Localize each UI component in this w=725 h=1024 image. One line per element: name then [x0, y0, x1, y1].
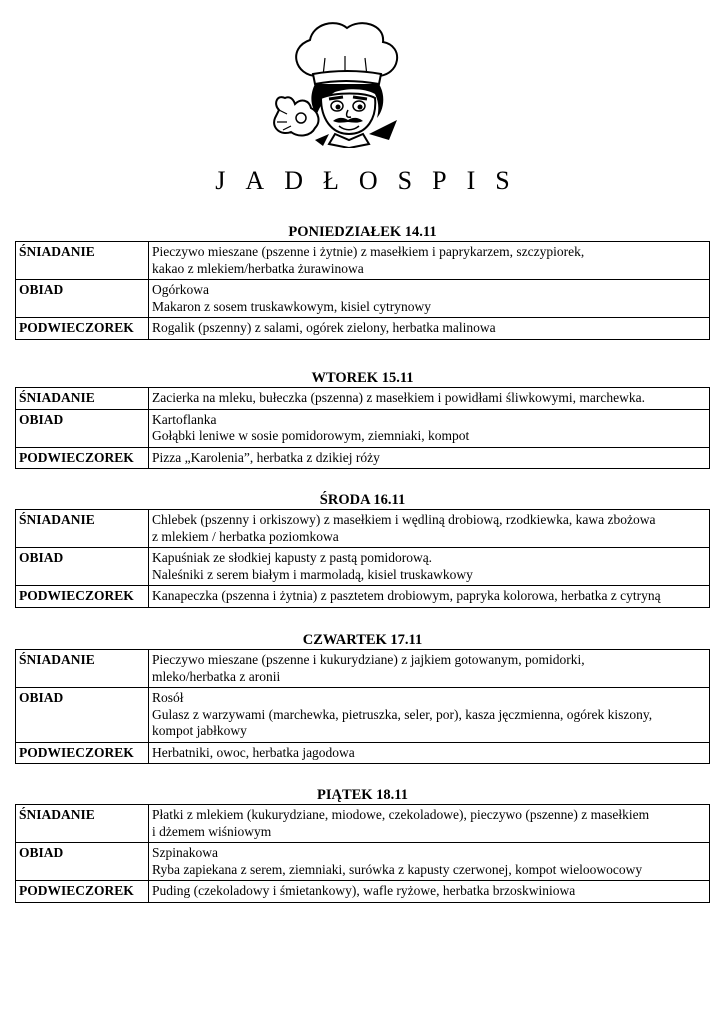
- meal-description-line: Pieczywo mieszane (pszenne i kukurydziane) z jajkiem gotowanym, pomidorki,: [152, 652, 585, 667]
- title-letter: A: [245, 166, 265, 195]
- meal-description: [149, 388, 710, 410]
- meal-description-line: Puding (czekoladowy i śmietankowy), wafle ryżowe, herbatka brzoskwiniowa: [152, 883, 576, 898]
- table-row: [16, 510, 710, 548]
- meal-name: ŚNIADANIE: [16, 388, 149, 410]
- table-row: [16, 881, 710, 903]
- table-row: [16, 280, 710, 318]
- meal-description-line: Szpinakowa: [152, 845, 218, 860]
- table-row: [16, 742, 710, 764]
- meal-description: [149, 409, 710, 447]
- meal-description-line: Ryba zapiekana z serem, ziemniaki, surówka z kapusty czerwonej, kompot wieloowocowy: [152, 861, 643, 877]
- meal-name: OBIAD: [16, 688, 149, 743]
- table-row: [16, 409, 710, 447]
- meal-description: [149, 548, 710, 586]
- table-row: [16, 843, 710, 881]
- title-letter: I: [466, 166, 476, 195]
- meal-name: OBIAD: [16, 843, 149, 881]
- meal-description-line: kakao z mlekiem/herbatka żurawinowa: [152, 260, 364, 276]
- meal-description: [149, 688, 710, 743]
- meal-description: [149, 843, 710, 881]
- meal-description-line: Zacierka na mleku, bułeczka (pszenna) z masełkiem i powidłami śliwkowymi, marchewka.: [152, 390, 645, 405]
- day-section: [15, 224, 710, 340]
- meal-description-line: Rogalik (pszenny) z salami, ogórek zielony, herbatka malinowa: [152, 320, 496, 335]
- table-row: [16, 650, 710, 688]
- meal-description: [149, 742, 710, 764]
- meal-description: [149, 881, 710, 903]
- meal-description: [149, 586, 710, 608]
- meal-table: [15, 649, 710, 764]
- meal-description: [149, 805, 710, 843]
- meal-table: [15, 509, 710, 608]
- meal-description-line: Kartoflanka: [152, 411, 217, 427]
- meal-description: [149, 650, 710, 688]
- meal-description: [149, 447, 710, 469]
- table-row: [16, 586, 710, 608]
- meal-description-line: Ogórkowa: [152, 282, 209, 297]
- meal-name: PODWIECZOREK: [16, 318, 149, 340]
- table-row: [16, 805, 710, 843]
- meal-description-line: Makaron z sosem truskawkowym, kisiel cytrynowy: [152, 298, 431, 314]
- meal-name: ŚNIADANIE: [16, 650, 149, 688]
- table-row: [16, 242, 710, 280]
- day-section: [15, 632, 710, 764]
- meal-description-line: Naleśniki z serem białym i marmoladą, kisiel truskawkowy: [152, 566, 473, 582]
- meal-description-line: Gołąbki leniwe w sosie pomidorowym, ziemniaki, kompot: [152, 428, 470, 443]
- title-letter: D: [284, 166, 303, 195]
- title-letter: P: [432, 166, 447, 195]
- table-row: [16, 688, 710, 743]
- title-letter: S: [397, 166, 413, 195]
- meal-name: OBIAD: [16, 280, 149, 318]
- title-letter: O: [358, 166, 378, 195]
- day-heading: PONIEDZIAŁEK 14.11: [288, 224, 437, 240]
- meal-description-line: Herbatniki, owoc, herbatka jagodowa: [152, 744, 355, 760]
- meal-description: [149, 318, 710, 340]
- meal-name: PODWIECZOREK: [16, 881, 149, 903]
- table-row: [16, 318, 710, 340]
- day-heading: PIĄTEK 18.11: [316, 787, 409, 803]
- meal-description-line: Gulasz z warzywami (marchewka, pietruszka, seler, por), kasza jęczmienna, ogórek kiszony,: [152, 706, 653, 722]
- meal-name: PODWIECZOREK: [16, 586, 149, 608]
- table-row: [16, 548, 710, 586]
- title-letter: J: [215, 166, 226, 195]
- chef-logo-image: [265, 18, 425, 148]
- meal-description-line: Pizza „Karolenia”, herbatka z dzikiej róży: [152, 449, 380, 465]
- day-heading: WTOREK 15.11: [311, 370, 414, 386]
- meal-name: PODWIECZOREK: [16, 447, 149, 469]
- meal-description-line: Płatki z mlekiem (kukurydziane, miodowe, czekoladowe), pieczywo (pszenne) z masełkiem: [152, 807, 650, 822]
- meal-description-line: Kanapeczka (pszenna i żytnia) z pasztetem drobiowym, papryka kolorowa, herbatka z cytryną: [152, 588, 661, 603]
- meal-name: ŚNIADANIE: [16, 510, 149, 548]
- table-row: [16, 447, 710, 469]
- meal-description-line: mleko/herbatka z aronii: [152, 668, 281, 684]
- meal-description: [149, 510, 710, 548]
- title-letter: Ł: [322, 166, 339, 195]
- meal-name: OBIAD: [16, 548, 149, 586]
- meal-description-line: z mlekiem / herbatka poziomkowa: [152, 528, 339, 544]
- meal-description: [149, 242, 710, 280]
- day-heading: CZWARTEK 17.11: [302, 632, 423, 648]
- day-section: [15, 370, 710, 469]
- meal-description-line: Chlebek (pszenny i orkiszowy) z masełkiem i wędliną drobiową, rzodkiewka, kawa zbożowa: [152, 512, 656, 527]
- meal-table: [15, 804, 710, 903]
- day-section: [15, 787, 710, 903]
- day-section: [15, 492, 710, 608]
- table-row: [16, 388, 710, 410]
- meal-name: PODWIECZOREK: [16, 742, 149, 764]
- meal-description-line: Kapuśniak ze słodkiej kapusty z pastą pomidorową.: [152, 550, 433, 565]
- meal-name: ŚNIADANIE: [16, 805, 149, 843]
- meal-table: [15, 387, 710, 469]
- meal-description: [149, 280, 710, 318]
- meal-description-line: kompot jabłkowy: [152, 723, 247, 738]
- title-letter: S: [495, 166, 510, 195]
- day-heading: ŚRODA 16.11: [319, 492, 406, 508]
- menu-title: [0, 166, 725, 196]
- meal-table: [15, 241, 710, 340]
- meal-description-line: Rosół: [152, 690, 184, 705]
- meal-description-line: i dżemem wiśniowym: [152, 823, 272, 839]
- meal-name: ŚNIADANIE: [16, 242, 149, 280]
- meal-name: OBIAD: [16, 409, 149, 447]
- meal-description-line: Pieczywo mieszane (pszenne i żytnie) z masełkiem i paprykarzem, szczypiorek,: [152, 244, 585, 259]
